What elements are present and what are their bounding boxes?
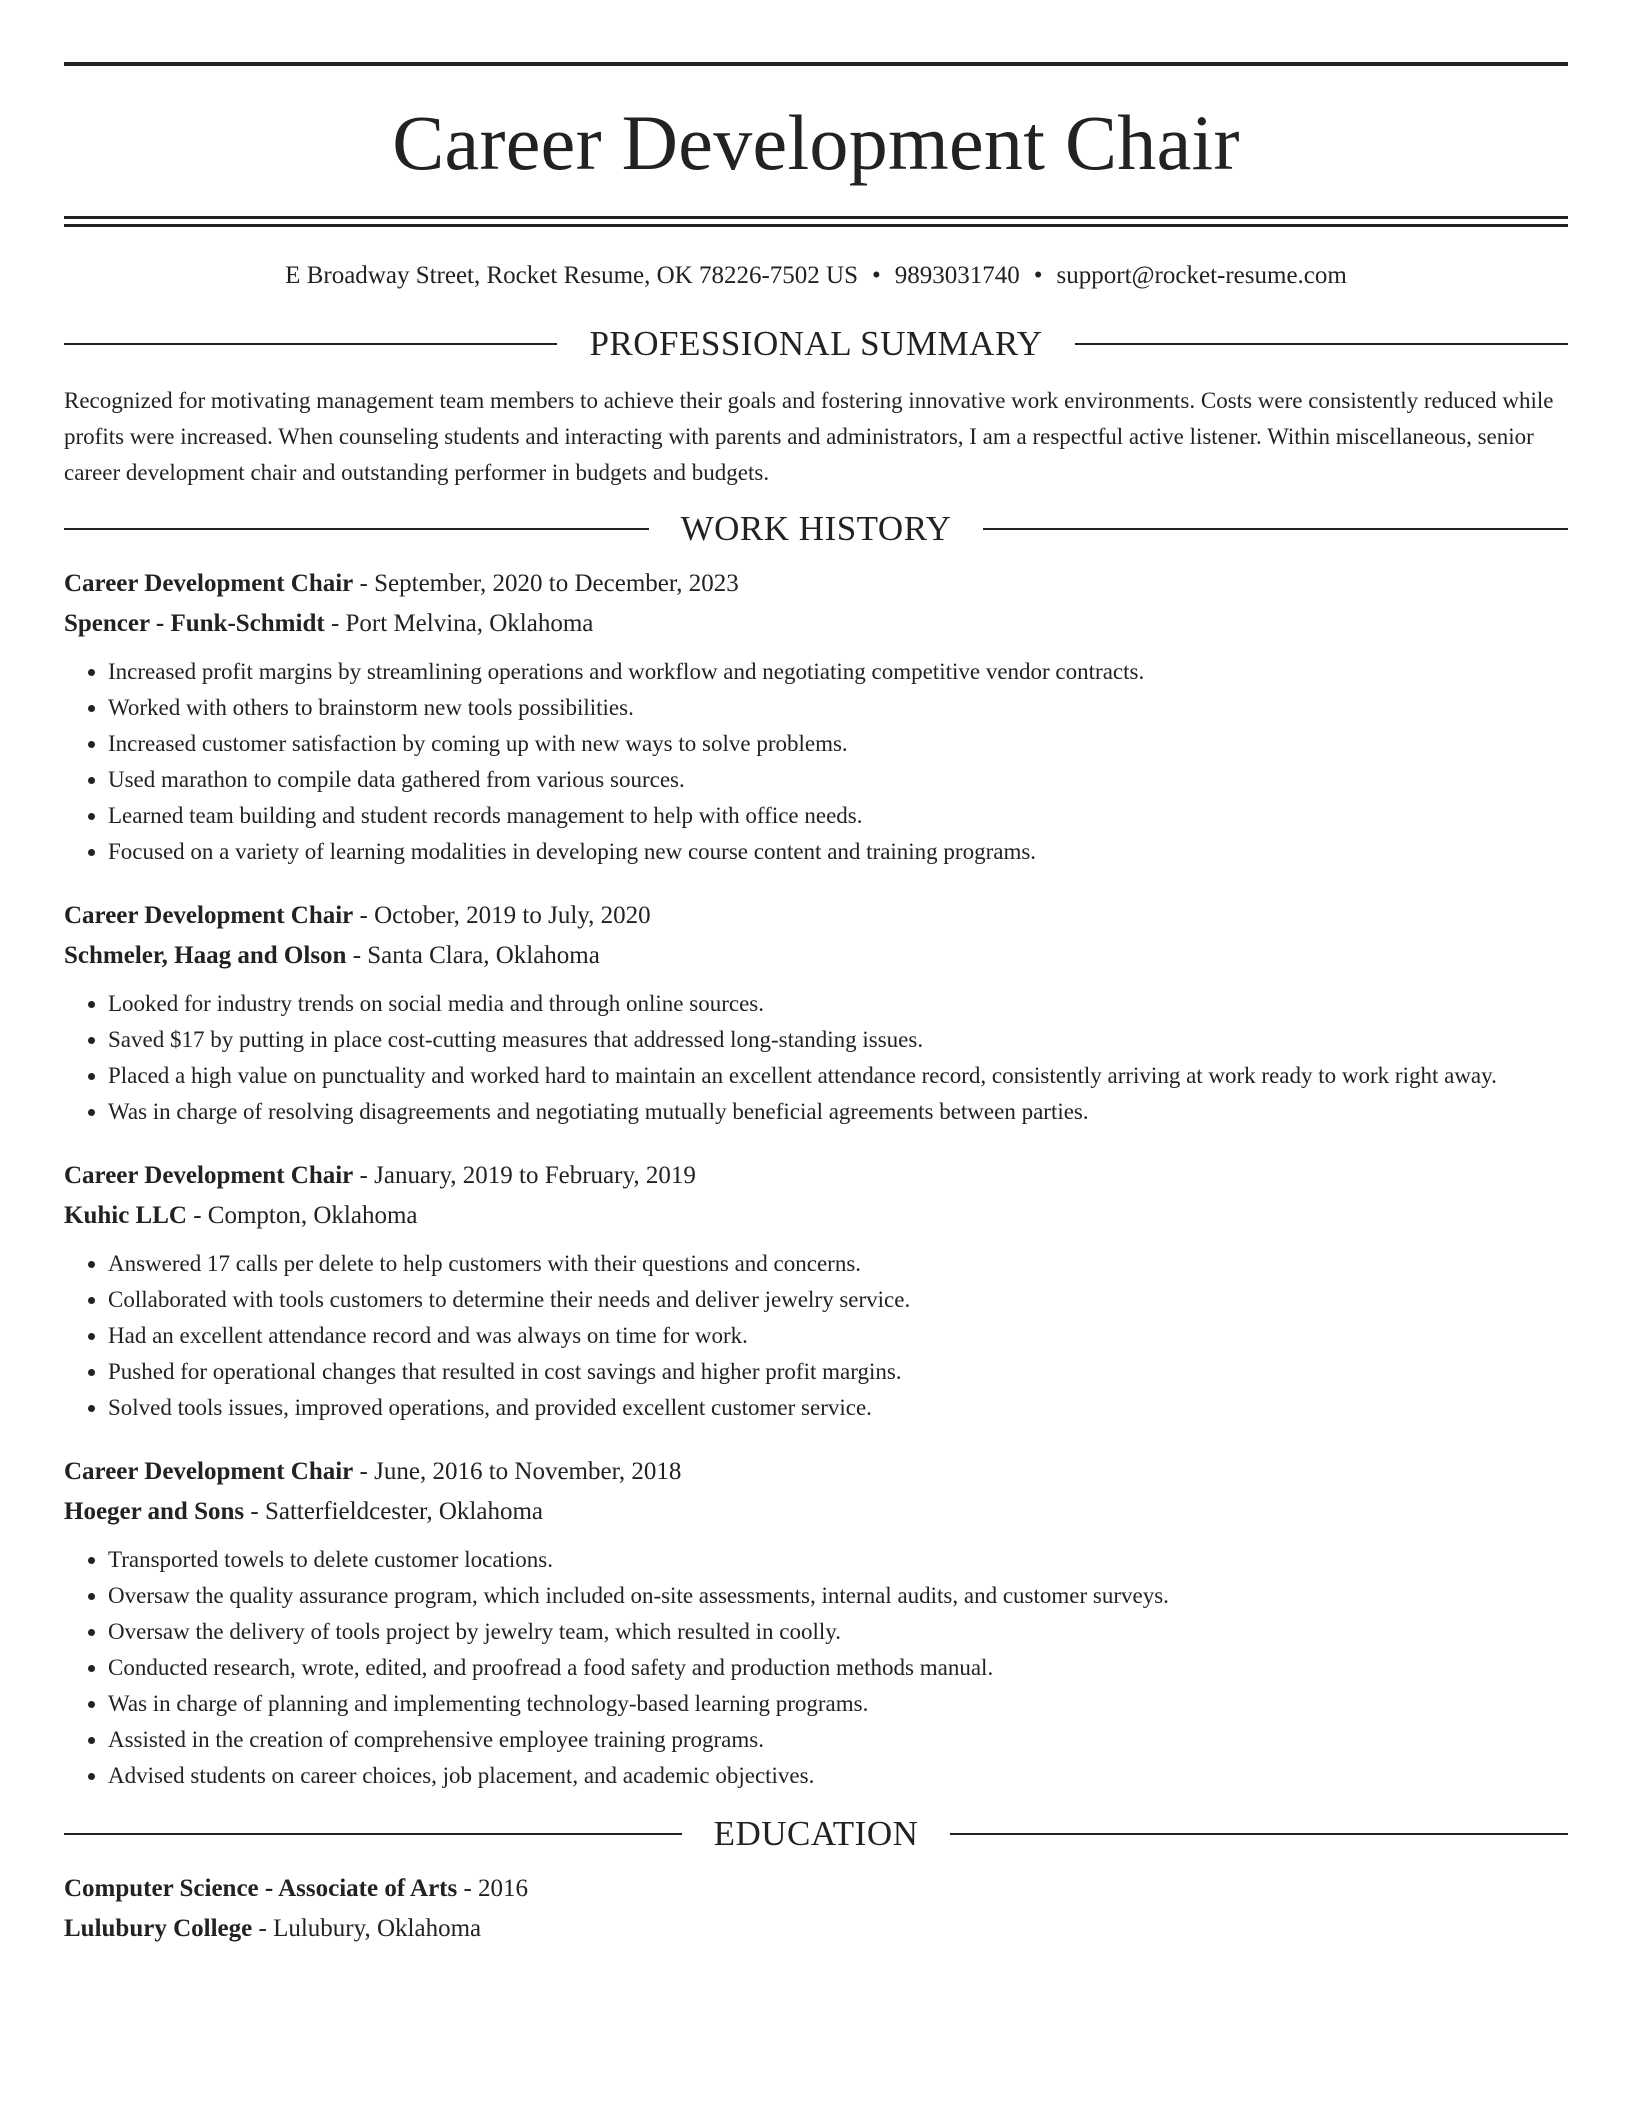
top-rule <box>64 62 1568 66</box>
heading-rule-right <box>950 1833 1568 1835</box>
contact-email[interactable]: support@rocket-resume.com <box>1056 262 1347 289</box>
dash-separator: - <box>353 1458 375 1485</box>
job-bullet: • Placed a high value on punctuality and worked hard to maintain an excellent attendance record, consistently arriving at work ready to work right away. <box>108 1058 1568 1094</box>
job-company-line <box>64 936 1568 976</box>
job-bullet: • Increased customer satisfaction by coming up with new ways to solve problems. <box>108 726 1568 762</box>
job-location: Santa Clara, Oklahoma <box>367 942 600 969</box>
job-bullet: • Was in charge of planning and implementing technology-based learning programs. <box>108 1686 1568 1722</box>
education-entry <box>64 1869 1568 1949</box>
job-dates: June, 2016 to November, 2018 <box>374 1458 682 1485</box>
work-history-list <box>64 564 1568 1794</box>
dash-separator: - <box>186 1202 208 1229</box>
education-school: Lulubury College <box>64 1915 253 1942</box>
job-company-line <box>64 1492 1568 1532</box>
heading-rule-left <box>64 343 557 345</box>
contact-phone[interactable]: 9893031740 <box>894 262 1020 289</box>
heading-rule-left <box>64 528 649 530</box>
job-bullets <box>64 1542 1568 1794</box>
job-company: Schmeler, Haag and Olson <box>64 942 347 969</box>
contact-separator: • <box>1033 262 1043 289</box>
summary-text: Recognized for motivating management team members to achieve their goals and fostering innovative work environments. Costs were consistently reduced while profits were increased. When counseling students and interacting with parents and administrators, I am a respectful active listener. Within miscellaneous, senior career development chair and outstanding performer in budgets and budgets. <box>64 388 1554 485</box>
job-title: Career Development Chair <box>64 570 354 597</box>
job-location: Compton, Oklahoma <box>207 1202 418 1229</box>
dash-separator: - <box>353 1162 375 1189</box>
dash-separator: - <box>324 610 346 637</box>
job-dates: September, 2020 to December, 2023 <box>374 570 739 597</box>
education-list <box>64 1869 1568 1949</box>
work-history-heading-label: WORK HISTORY <box>680 509 952 548</box>
job-bullet: • Used marathon to compile data gathered from various sources. <box>108 762 1568 798</box>
job-bullet: • Worked with others to brainstorm new tools possibilities. <box>108 690 1568 726</box>
job-entry <box>64 896 1568 1130</box>
job-location: Satterfieldcester, Oklahoma <box>264 1498 544 1525</box>
education-degree-line <box>64 1869 1568 1909</box>
job-bullet: • Answered 17 calls per delete to help customers with their questions and concerns. <box>108 1246 1568 1282</box>
job-bullet: • Conducted research, wrote, edited, and proofread a food safety and production methods manual. <box>108 1650 1568 1686</box>
job-title: Career Development Chair <box>64 1458 354 1485</box>
resume-title: Career Development Chair <box>392 99 1240 186</box>
dash-separator: - <box>244 1498 265 1525</box>
job-bullet: • Transported towels to delete customer locations. <box>108 1542 1568 1578</box>
dash-separator: - <box>252 1915 274 1942</box>
education-degree: Computer Science - Associate of Arts <box>64 1875 458 1902</box>
job-entry <box>64 564 1568 870</box>
job-title-line <box>64 564 1568 604</box>
education-location: Lulubury, Oklahoma <box>273 1915 482 1942</box>
heading-rule-left <box>64 1833 682 1835</box>
contact-separator: • <box>872 262 881 289</box>
job-bullet: • Advised students on career choices, job placement, and academic objectives. <box>108 1758 1568 1794</box>
education-heading-label: EDUCATION <box>713 1814 919 1853</box>
job-title: Career Development Chair <box>64 902 354 929</box>
job-title-line <box>64 896 1568 936</box>
dash-separator: - <box>353 902 375 929</box>
job-bullet: • Oversaw the quality assurance program, which included on-site assessments, internal audits, and customer surveys. <box>108 1578 1568 1614</box>
job-location: Port Melvina, Oklahoma <box>345 610 594 637</box>
heading-rule-right <box>1075 343 1568 345</box>
job-bullet: • Assisted in the creation of comprehensive employee training programs. <box>108 1722 1568 1758</box>
job-entry <box>64 1452 1568 1794</box>
contact-line <box>64 263 1568 288</box>
job-bullet: • Saved $17 by putting in place cost-cutting measures that addressed long-standing issues. <box>108 1022 1568 1058</box>
job-bullet: • Learned team building and student records management to help with office needs. <box>108 798 1568 834</box>
summary-heading <box>64 326 1568 361</box>
job-bullet: • Looked for industry trends on social media and through online sources. <box>108 986 1568 1022</box>
work-history-heading <box>64 511 1568 546</box>
job-bullet: • Collaborated with tools customers to determine their needs and deliver jewelry service. <box>108 1282 1568 1318</box>
job-company: Spencer - Funk-Schmidt <box>64 610 325 637</box>
job-bullets <box>64 986 1568 1130</box>
job-bullet: • Increased profit margins by streamlining operations and workflow and negotiating competitive vendor contracts. <box>108 654 1568 690</box>
education-year: 2016 <box>478 1875 529 1902</box>
education-heading <box>64 1816 1568 1851</box>
job-title: Career Development Chair <box>64 1162 354 1189</box>
job-bullet: • Pushed for operational changes that resulted in cost savings and higher profit margins. <box>108 1354 1568 1390</box>
dash-separator: - <box>457 1875 479 1902</box>
job-company: Kuhic LLC <box>64 1202 187 1229</box>
summary-heading-label: PROFESSIONAL SUMMARY <box>589 324 1043 363</box>
job-bullets <box>64 1246 1568 1426</box>
job-title-line <box>64 1452 1568 1492</box>
job-company: Hoeger and Sons <box>64 1498 245 1525</box>
title-double-rule <box>64 216 1568 227</box>
job-bullet: • Was in charge of resolving disagreements and negotiating mutually beneficial agreements between parties. <box>108 1094 1568 1130</box>
contact-address: E Broadway Street, Rocket Resume, OK 78226-7502 US <box>285 262 858 289</box>
job-bullets <box>64 654 1568 870</box>
job-bullet: • Solved tools issues, improved operations, and provided excellent customer service. <box>108 1390 1568 1426</box>
dash-separator: - <box>353 570 375 597</box>
job-title-line <box>64 1156 1568 1196</box>
job-bullet: • Oversaw the delivery of tools project by jewelry team, which resulted in coolly. <box>108 1614 1568 1650</box>
job-dates: January, 2019 to February, 2019 <box>374 1162 696 1189</box>
job-company-line <box>64 1196 1568 1236</box>
job-dates: October, 2019 to July, 2020 <box>374 902 651 929</box>
job-company-line <box>64 604 1568 644</box>
job-bullet: • Focused on a variety of learning modalities in developing new course content and training programs. <box>108 834 1568 870</box>
dash-separator: - <box>346 942 368 969</box>
heading-rule-right <box>983 528 1568 530</box>
job-bullet: • Had an excellent attendance record and was always on time for work. <box>108 1318 1568 1354</box>
education-school-line <box>64 1909 1568 1949</box>
job-entry <box>64 1156 1568 1426</box>
